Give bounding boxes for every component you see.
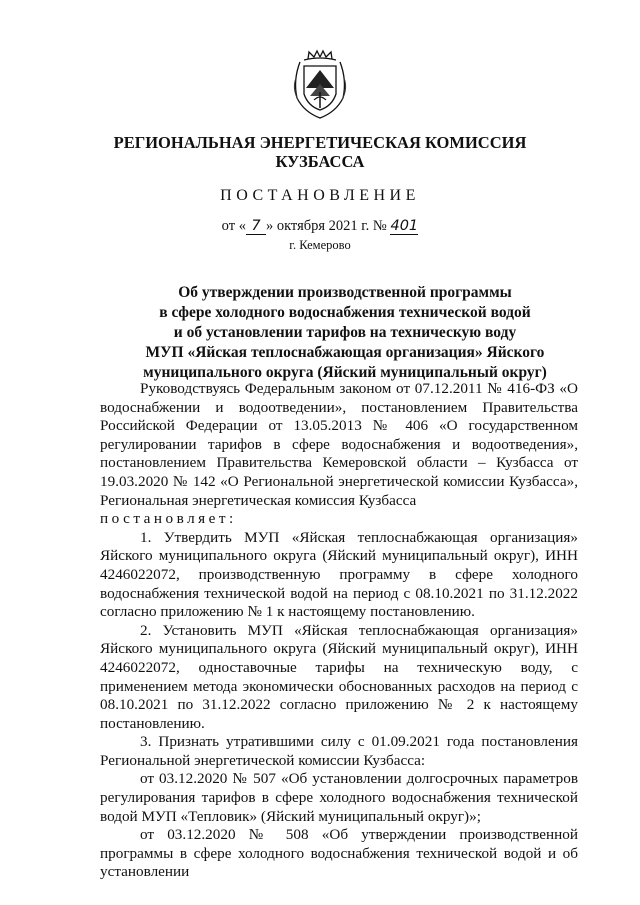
organization-name: [0, 133, 640, 171]
title-line: муниципального округа (Яйский муниципальный округ): [143, 364, 547, 381]
item-1-paragraph: 1. Утвердить МУП «Яйская теплоснабжающая организация» Яйского муниципального округа (Яйский муниципальный округ), ИНН 4246022072, производственную программу в сфере холодного водоснабжения технической водой на период с 08.10.2021 по 31.12.2022 согласно приложению № 1 к настоящему постановлению.: [100, 528, 578, 621]
organization-name-line1: РЕГИОНАЛЬНАЯ ЭНЕРГЕТИЧЕСКАЯ КОМИССИЯ: [113, 133, 527, 152]
organization-name-line2: КУЗБАССА: [275, 152, 365, 171]
resolves-word: постановляет:: [100, 510, 237, 528]
title-line: и об установлении тарифов на техническую воду: [173, 324, 517, 341]
date-number-line: [0, 218, 640, 235]
title-line: в сфере холодного водоснабжения технической водой: [159, 304, 531, 321]
handwritten-day: 7: [246, 218, 266, 235]
item-3-paragraph: 3. Признать утратившими силу с 01.09.2021 года постановления Региональной энергетической комиссии Кузбасса:: [100, 733, 578, 769]
date-middle: » октября 2021 г. №: [265, 218, 387, 234]
item-3b-paragraph: от 03.12.2020 № 508 «Об утверждении производственной программы в сфере холодного водоснабжения технической водой и об установлении: [100, 826, 578, 881]
handwritten-document-number: 401: [390, 218, 419, 234]
document-title: [95, 283, 595, 383]
date-prefix: от «: [221, 218, 246, 234]
kuzbass-coat-of-arms-emblem: [290, 48, 350, 122]
title-line: Об утверждении производственной программы: [178, 284, 512, 301]
item-2-paragraph: 2. Установить МУП «Яйская теплоснабжающая организация» Яйского муниципального округа (Яйский муниципальный округ), ИНН 4246022072, одноставочные тарифы на техническую воду, с применением метода экономически обоснованных расходов на период с 08.10.2021 по 31.12.2022 согласно приложению № 2 к настоящему постановлению.: [100, 621, 578, 732]
document-body: [100, 380, 578, 882]
item-3a-paragraph: от 03.12.2020 № 507 «Об установлении долгосрочных параметров регулирования тарифов в сфере холодного водоснабжения технической водой МУП «Тепловик» (Яйский муниципальный округ)»;: [100, 770, 578, 825]
title-line: МУП «Яйская теплоснабжающая организация» Яйского: [145, 344, 545, 361]
document-type-heading: ПОСТАНОВЛЕНИЕ: [220, 187, 420, 204]
intro-paragraph: Руководствуясь Федеральным законом от 07.12.2011 № 416-ФЗ «О водоснабжении и водоотведении», постановлением Правительства Российской Федерации от 13.05.2013 № 406 «О государственном регулировании тарифов в сфере водоснабжения и водоотведения», постановлением Правительства Кемеровской области – Кузбасса от 19.03.2020 № 142 «О Региональной энергетической комиссии Кузбасса», Региональная энергетическая комиссия Кузбасса: [100, 380, 578, 509]
city-name: г. Кемерово: [289, 238, 351, 252]
